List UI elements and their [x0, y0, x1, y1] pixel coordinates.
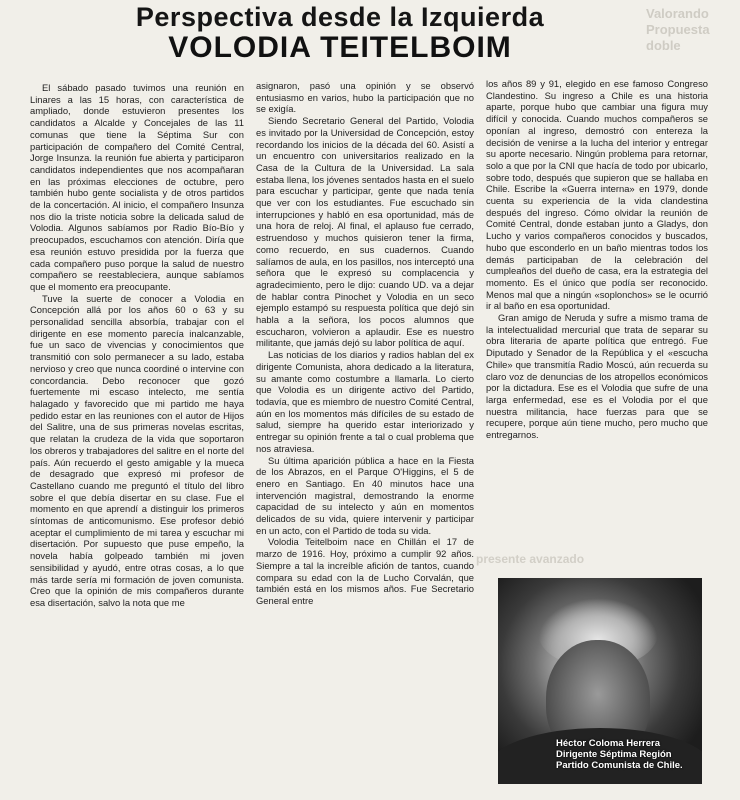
paragraph: Su última aparición pública a hace en la Fiesta de los Abrazos, en el Parque O'Higgins, el 5 de enero en Santiago. En 40 minutos hace una intervención magistral, demostrando la enorme capacidad de su intelecto y aún en momentos delicados de su vida, quiere intervenir y participar en un acto, con el Partido de toda su vida. — [256, 454, 474, 536]
column-kicker: Perspectiva desde la Izquierda — [135, 2, 545, 32]
bleed-through-text-mid: presente avanzado — [476, 552, 585, 566]
paragraph: Volodia Teitelboim nace en Chillán el 17 de marzo de 1916. Hoy, próximo a cumplir 92 años. Siempre a tal la increíble afición de tantos, cuando compara su edad con la de Lucho Corvalán, que también está en los mismos años. Fue Secretario General entre — [256, 536, 474, 606]
text-column-1 — [30, 82, 244, 609]
paragraph: Siendo Secretario General del Partido, Volodia es invitado por la Universidad de Concepción, estoy recordando los inicios de la década del 60. Asistí a un encuentro con universitarios realizado en la Casa de la Cultura de la Universidad. La sala estaba llena, los jóvenes sentados hasta en el suelo para escuchar y participar, gente que nada tenía que ver con los estudiantes. Fue escuchado sin interrupciones y habló en esa oportunidad, más de una hora de reloj. Al final, el aplauso fue cerrado, estruendoso y muchos quisieron tener la firma, como recuerdo, en sus cuadernos. Cuando salíamos de aula, en los pasillos, nos interceptó una señora que le expresó su complacencia y agradecimiento, pero le dijo: cuando UD. va a dejar de hablar contra Pinochet y Volodia en un seco ejemplo estampó su respuesta política que dejó sin habla a la señora, los pocos alumnos que escucharon, volvieron a aplaudir. Ese es nuestro militante, que jamás dejó su labor política de aquí. — [256, 115, 474, 349]
paragraph: El sábado pasado tuvimos una reunión en Linares a las 15 horas, con característica de ampliado, donde estuvieron presentes los candidatos a Alcalde y Concejales de las 11 comunas que tiene la Séptima Sur con participación de compañero del Comité Central, Jorge Insunza. la reunión fue abierta y participaron candidatos independientes que nos acompañaran en las próximas elecciones de octubre, pero también hubo gente socialista y de otros partidos de la concertación. Al inicio, el compañero Insunza nos dio la triste noticia sobre la delicada salud de Volodia. Algunos sabíamos por Radio Bío-Bío y preocupados, escuchamos con atención. Diría que esa reunión estuvo presidida por la fuerza que cada compañero puso porque la salud de nuestro compañero se reestableciera, aunque sabíamos que el momento era preocupante. — [30, 82, 244, 292]
photo-caption — [556, 738, 706, 771]
paragraph: asignaron, pasó una opinión y se observó entusiasmo en varios, hubo la participación que no se exigía. — [256, 80, 474, 115]
caption-line-name: Héctor Coloma Herrera — [556, 738, 661, 749]
text-column-3 — [486, 78, 708, 441]
text-column-2 — [256, 80, 474, 607]
bleed-through-text: Valorando Propuesta doble — [646, 6, 710, 53]
paragraph: Gran amigo de Neruda y sufre a mismo trama de la intelectualidad mercurial que trata de separar su obra literaria de aparte política que entregó. Fue Diputado y Senador de la República y el «escucha Chile» que transmitía Radio Moscú, aún recuerda su claro voz de denuncias de los atropellos económicos por la dictadura. Ese es el Volodia que sufre de una larga enfermedad, ese es el Volodia por el que nuestra militancia, hace fuerzas para que se recupere, porque aún tiene mucho, pero mucho que entregarnos. — [486, 312, 708, 441]
paragraph: Las noticias de los diarios y radios hablan del ex dirigente Comunista, ahora dedicado a la literatura, su amante como costumbre a llamarla. Lo cierto que Volodia es un dirigente activo del Partido, todavía, que es miembro de nuestro Comité Central, aún en los momentos más difíciles de su estado de salud, siempre ha querido estar interiorizado y entregar su opinión frente a tal o cual problema que nos atraviesa. — [256, 349, 474, 454]
paragraph: los años 89 y 91, elegido en ese famoso Congreso Clandestino. Su ingreso a Chile es una historia aparte, porque hubo que cambiar una figura muy difícil y conocida. Cuando muchos compañeros se oponían al ingreso, demostró con entereza la decisión de venirse a la lucha del interior y entregar su aporte necesario. Ningún problema para retornar, solo a que por la CNI que hacía de todo por ubicarlo, sobre todo, después que supieron que se hallaba en Chile. Escribe la «Guerra interna» en 1979, donde cuenta su experiencia de la vida clandestina después del ingreso. Cómo olvidar la reunión de Comité Central, donde estaban junto a Gladys, don Lucho y varios compañeros conocidos y buscados, hubo que esconderlo en un baño mientras todos los demás participaban de la celebración del cumpleaños del dueño de casa, era la estrategia del momento. Es el único que podía ser reconocido. Menos mal que a ningún «soplonchos» se le ocurrió ir al baño en esa oportunidad. — [486, 78, 708, 312]
paragraph: Tuve la suerte de conocer a Volodia en Concepción allá por los años 60 o 63 y su personalidad sencilla absorbía, trabajar con el dirigente en ese momento parecía inalcanzable, fue un saco de vivencias y conocimientos que transmitió con solo permanecer a su lado, estaba nervioso y creo que nunca coordiné o intervine con concordancia. Debo reconocer que gozó fuertemente mi escaso intelecto, me sentía halagado y favorecido que mi partido me haya pedido estar en las reuniones con el autor de Hijos del Salitre, una de sus primeras novelas escritas, que relatan la crudeza de la vida que soportaron los obreros y trabajadores del salitre en el norte del país. Aún recuerdo el gesto amigable y la mueca de desagrado que expresó mi profesor de Castellano cuando me preguntó el título del libro sobre el que debía disertar en su clase. Fue el momento en que aprendí a distinguir los primeros síntomas de anticomunismo. Ese profesor debió aceptar el cumplimiento de mi tarea y escuchar mi disertación. Por supuesto que puse empeño, la novela había golpeado también mi joven sensibilidad y ayudó, entre otras cosas, a lo que más tarde sería mi formación de joven comunista. Creo que la opinión de mis compañeros durante esa disertación, salvo la nota que me — [30, 292, 244, 608]
caption-line-role: Dirigente Séptima Región — [556, 749, 672, 760]
caption-line-party: Partido Comunista de Chile. — [556, 760, 683, 771]
article-title: VOLODIA TEITELBOIM — [168, 31, 512, 64]
article-header — [40, 0, 640, 65]
